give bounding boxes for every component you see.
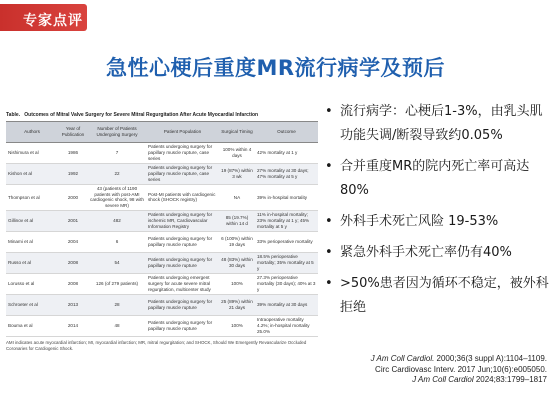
- cell-timing: 100% within 4 days: [219, 143, 255, 164]
- bullet-text: 合并重度MR的院内死亡率可高达80%: [340, 159, 530, 198]
- table-row: [6, 164, 318, 185]
- table-row: [6, 315, 318, 336]
- cell-author: Thompson et al: [6, 185, 58, 211]
- header-patients: Number of Patients Undergoing Surgery: [88, 122, 146, 143]
- cell-outcome: 27.3% perioperative mortality (30 days); 40% at 3 y: [255, 273, 318, 294]
- cell-timing: 100%: [219, 315, 255, 336]
- bullet-dot-icon: •: [325, 104, 333, 119]
- cell-timing: 100%: [219, 273, 255, 294]
- slide-title: 急性心梗后重度MR流行病学及预后: [105, 56, 446, 80]
- cell-population: Patients undergoing surgery for papillary muscle rupture: [146, 252, 219, 273]
- cell-population: Post-MI patients with cardiogenic shock (SHOCK registry): [146, 185, 219, 211]
- table-caption-label: Table.: [6, 112, 21, 118]
- bullet-dot-icon: •: [325, 159, 333, 174]
- bullet-text: 紧急外科手术死亡率仍有40%: [340, 245, 512, 260]
- cell-population: Patients undergoing surgery for papillary muscle rupture: [146, 294, 219, 315]
- cell-population: Patients undergoing surgery for ischemic MR, Cardiovascular Information Registry: [146, 210, 219, 231]
- cell-patients: 28: [88, 294, 146, 315]
- table-caption: [6, 112, 318, 118]
- table-caption-text: Outcomes of Mitral Valve Surgery for Severe Mitral Regurgitation After Acute Myocardial Infarction: [24, 112, 259, 118]
- cell-timing: 48 (83%) within 30 days: [219, 252, 255, 273]
- table-footnote: AMI indicates acute myocardial infarction; MI, myocardial infarction; MR, mitral regurgitation; and SHOCK, Should We Emergently Revascularize Occluded Coronaries for Cardiogenic Shock.: [6, 339, 307, 351]
- tag-label: 专家点评: [23, 13, 83, 29]
- cell-outcome: 27% mortality at 30 days; 47% mortality at 5 y: [255, 164, 318, 185]
- cell-year: 2001: [58, 210, 88, 231]
- table-row: [6, 143, 318, 164]
- header-outcome: Outcome: [255, 122, 318, 143]
- cell-timing: NA: [219, 185, 255, 211]
- table-row: [6, 294, 318, 315]
- cell-author: Lorusso et al: [6, 273, 58, 294]
- reference-line: [247, 354, 547, 365]
- bullet-item: [322, 210, 550, 234]
- cell-patients: 43 (patients of 1190 patients with post-AMI cardiogenic shock, 98 with severe MR): [88, 185, 146, 211]
- cell-year: 2008: [58, 273, 88, 294]
- cell-year: 2008: [58, 252, 88, 273]
- reference-journal: J Am Coll Cardiol: [412, 375, 474, 384]
- cell-outcome: 33% perioperative mortality: [255, 231, 318, 252]
- reference-detail: Circ Cardiovasc Interv. 2017 Jun;10(6):e005050.: [375, 364, 547, 374]
- bullet-item: [322, 241, 550, 265]
- bullet-dot-icon: •: [325, 276, 333, 291]
- cell-population: Patients undergoing surgery for papillary muscle rupture: [146, 315, 219, 336]
- cell-author: Gillinov et al: [6, 210, 58, 231]
- cell-year: 2000: [58, 185, 88, 211]
- cell-patients: 48: [88, 315, 146, 336]
- cell-population: Patients undergoing surgery for papillary muscle rupture, case series: [146, 164, 219, 185]
- outcomes-table-figure: [6, 112, 318, 352]
- table-header-row: [6, 122, 318, 143]
- reference-journal: J Am Coll Cardiol.: [370, 354, 435, 363]
- table-body: [6, 143, 318, 337]
- cell-outcome: 18.5% perioperative mortality; 35% mortality at 5 y: [255, 252, 318, 273]
- table-row: [6, 185, 318, 211]
- cell-author: Russo et al: [6, 252, 58, 273]
- bullet-item: [322, 155, 550, 203]
- reference-line: [247, 375, 547, 386]
- reference-line: [247, 365, 547, 376]
- reference-detail: 2024;83:1799–1817: [473, 375, 547, 384]
- bullet-item: [322, 100, 550, 148]
- cell-outcome: Intraoperative mortality 4.2%; in-hospital mortality 25.0%: [255, 315, 318, 336]
- cell-year: 1992: [58, 164, 88, 185]
- cell-outcome: 39% in-hospital mortality: [255, 185, 318, 211]
- cell-patients: 482: [88, 210, 146, 231]
- bullet-dot-icon: •: [325, 245, 333, 260]
- cell-patients: 54: [88, 252, 146, 273]
- cell-author: Minami et al: [6, 231, 58, 252]
- cell-timing: 85 (19.7%) within 14 d: [219, 210, 255, 231]
- cell-year: 1986: [58, 143, 88, 164]
- cell-patients: 22: [88, 164, 146, 185]
- table-row: [6, 252, 318, 273]
- bullet-dot-icon: •: [325, 214, 333, 229]
- cell-author: Schroeter et al: [6, 294, 58, 315]
- bullet-item: [322, 272, 550, 320]
- reference-detail: 2000;36(3 suppl A):1104–1109.: [434, 354, 547, 363]
- bullet-text: 外科手术死亡风险 19-53%: [340, 214, 499, 229]
- bullet-text: 流行病学：心梗后1-3%，由乳头肌功能失调/断裂导致约0.05%: [340, 104, 543, 143]
- cell-patients: 126 (of 279 patients): [88, 273, 146, 294]
- cell-outcome: 11% in-hospital mortality; 23% mortality at 1 y; 45% mortality at 5 y: [255, 210, 318, 231]
- cell-patients: 6: [88, 231, 146, 252]
- cell-population: Patients undergoing surgery for papillary muscle rupture, case series: [146, 143, 219, 164]
- cell-author: Bouma et al: [6, 315, 58, 336]
- cell-year: 2014: [58, 315, 88, 336]
- header-population: Patient Population: [146, 122, 219, 143]
- cell-year: 2004: [58, 231, 88, 252]
- cell-timing: 25 (89%) within 21 days: [219, 294, 255, 315]
- header-year: Year of Publication: [58, 122, 88, 143]
- cell-year: 2013: [58, 294, 88, 315]
- cell-author: Nishimura et al: [6, 143, 58, 164]
- cell-population: Patients undergoing emergent surgery for acute severe mitral regurgitation, multicenter study: [146, 273, 219, 294]
- cell-timing: 19 (87%) within 3 wk: [219, 164, 255, 185]
- cell-timing: 6 (100%) within 19 days: [219, 231, 255, 252]
- table-row: [6, 273, 318, 294]
- cell-author: Kishon et al: [6, 164, 58, 185]
- cell-patients: 7: [88, 143, 146, 164]
- table-row: [6, 210, 318, 231]
- cell-population: Patients undergoing surgery for papillary muscle rupture: [146, 231, 219, 252]
- expert-comment-tag: [0, 4, 87, 31]
- bullet-text: >50%患者因为循环不稳定，被外科拒绝: [340, 276, 549, 315]
- header-authors: Authors: [6, 122, 58, 143]
- references: [247, 354, 547, 386]
- table-row: [6, 231, 318, 252]
- cell-outcome: 42% mortality at 1 y: [255, 143, 318, 164]
- header-timing: Surgical Timing: [219, 122, 255, 143]
- outcomes-table: [6, 121, 318, 337]
- bullet-list: [322, 100, 550, 327]
- cell-outcome: 39% mortality at 30 days: [255, 294, 318, 315]
